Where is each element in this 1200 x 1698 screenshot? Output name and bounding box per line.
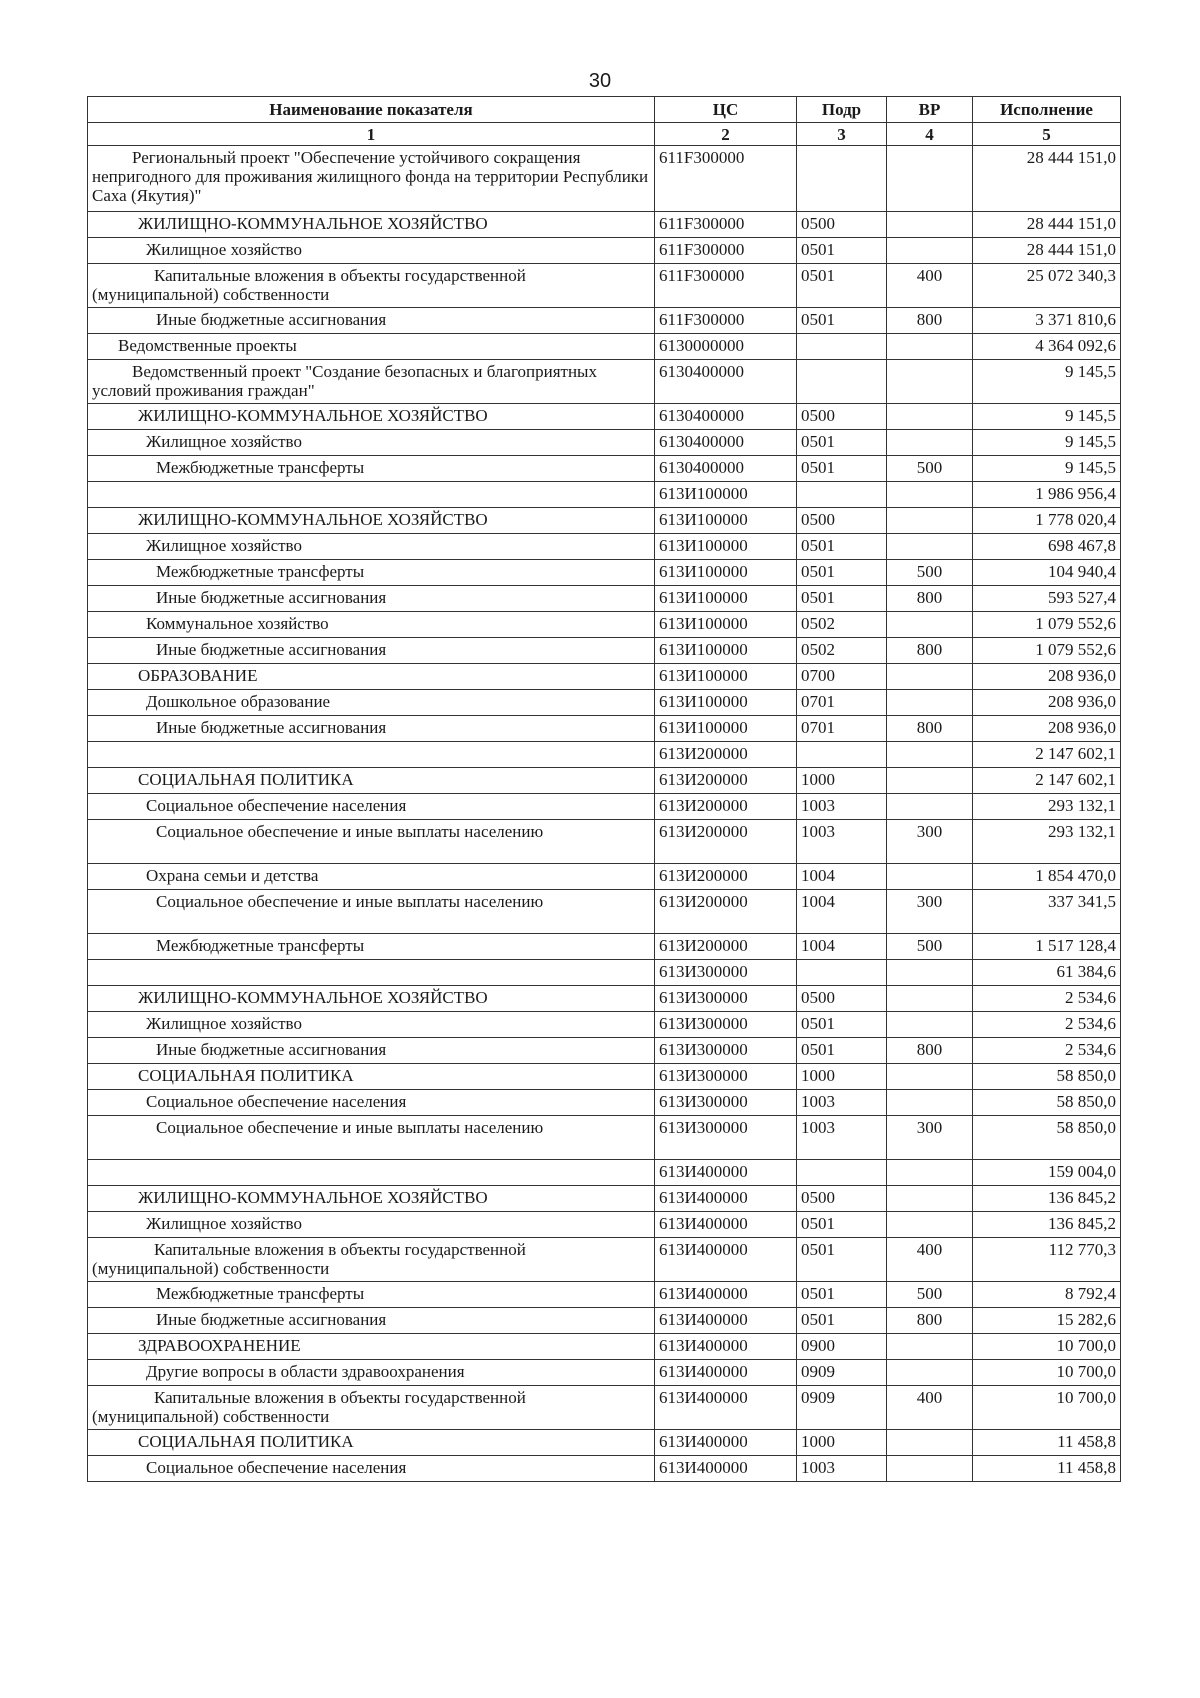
row-vr-cell bbox=[887, 430, 973, 456]
row-amount-cell: 1 854 470,0 bbox=[973, 864, 1121, 890]
row-name-cell bbox=[88, 482, 655, 508]
row-cs-cell: 613И100000 bbox=[655, 586, 797, 612]
row-vr-cell: 300 bbox=[887, 890, 973, 934]
row-name-cell: Другие вопросы в области здравоохранения bbox=[88, 1360, 655, 1386]
row-name-cell: Межбюджетные трансферты bbox=[88, 934, 655, 960]
row-podr-cell: 0500 bbox=[797, 404, 887, 430]
table-row bbox=[88, 638, 1121, 664]
row-podr-cell: 0501 bbox=[797, 586, 887, 612]
row-vr-cell bbox=[887, 690, 973, 716]
row-cs-cell: 613И200000 bbox=[655, 934, 797, 960]
row-cs-cell: 613И100000 bbox=[655, 612, 797, 638]
row-cs-cell: 613И300000 bbox=[655, 1090, 797, 1116]
row-podr-cell: 1004 bbox=[797, 864, 887, 890]
row-vr-cell bbox=[887, 768, 973, 794]
row-podr-cell: 0501 bbox=[797, 456, 887, 482]
col-number-1: 1 bbox=[88, 123, 655, 146]
row-amount-cell: 4 364 092,6 bbox=[973, 334, 1121, 360]
row-cs-cell: 613И100000 bbox=[655, 638, 797, 664]
row-podr-cell: 0500 bbox=[797, 986, 887, 1012]
row-amount-cell: 28 444 151,0 bbox=[973, 238, 1121, 264]
row-podr-cell: 0501 bbox=[797, 308, 887, 334]
row-cs-cell: 613И100000 bbox=[655, 716, 797, 742]
row-cs-cell: 611F300000 bbox=[655, 146, 797, 212]
row-podr-cell: 0909 bbox=[797, 1360, 887, 1386]
table-row bbox=[88, 716, 1121, 742]
table-row bbox=[88, 1456, 1121, 1482]
row-amount-cell: 293 132,1 bbox=[973, 820, 1121, 864]
row-podr-cell bbox=[797, 742, 887, 768]
row-cs-cell: 613И300000 bbox=[655, 1012, 797, 1038]
table-row bbox=[88, 560, 1121, 586]
header-cs: ЦС bbox=[655, 97, 797, 123]
table-row bbox=[88, 1160, 1121, 1186]
col-number-4: 4 bbox=[887, 123, 973, 146]
row-podr-cell: 0500 bbox=[797, 508, 887, 534]
row-name-cell: Иные бюджетные ассигнования bbox=[88, 1038, 655, 1064]
row-podr-cell: 1000 bbox=[797, 1430, 887, 1456]
table-body bbox=[88, 146, 1121, 1482]
row-name-cell: ОБРАЗОВАНИЕ bbox=[88, 664, 655, 690]
row-amount-cell: 112 770,3 bbox=[973, 1238, 1121, 1282]
row-cs-cell: 613И400000 bbox=[655, 1308, 797, 1334]
row-name-cell: ЗДРАВООХРАНЕНИЕ bbox=[88, 1334, 655, 1360]
row-vr-cell: 800 bbox=[887, 716, 973, 742]
row-podr-cell: 1000 bbox=[797, 1064, 887, 1090]
budget-execution-table bbox=[87, 96, 1121, 1482]
row-cs-cell: 613И400000 bbox=[655, 1186, 797, 1212]
row-podr-cell bbox=[797, 482, 887, 508]
row-amount-cell: 58 850,0 bbox=[973, 1090, 1121, 1116]
row-name-cell: ЖИЛИЩНО-КОММУНАЛЬНОЕ ХОЗЯЙСТВО bbox=[88, 1186, 655, 1212]
table-row bbox=[88, 264, 1121, 308]
row-name-cell: Жилищное хозяйство bbox=[88, 430, 655, 456]
row-cs-cell: 613И200000 bbox=[655, 742, 797, 768]
row-name-cell: ЖИЛИЩНО-КОММУНАЛЬНОЕ ХОЗЯЙСТВО bbox=[88, 212, 655, 238]
row-podr-cell: 0500 bbox=[797, 1186, 887, 1212]
row-name-cell: Межбюджетные трансферты bbox=[88, 560, 655, 586]
row-vr-cell bbox=[887, 534, 973, 560]
row-amount-cell: 61 384,6 bbox=[973, 960, 1121, 986]
row-amount-cell: 337 341,5 bbox=[973, 890, 1121, 934]
row-vr-cell: 800 bbox=[887, 1308, 973, 1334]
table-row bbox=[88, 1334, 1121, 1360]
row-cs-cell: 613И400000 bbox=[655, 1360, 797, 1386]
table-row bbox=[88, 1116, 1121, 1160]
row-amount-cell: 15 282,6 bbox=[973, 1308, 1121, 1334]
row-cs-cell: 613И400000 bbox=[655, 1238, 797, 1282]
row-cs-cell: 6130400000 bbox=[655, 404, 797, 430]
row-vr-cell: 400 bbox=[887, 1238, 973, 1282]
table-row bbox=[88, 1308, 1121, 1334]
row-podr-cell: 0909 bbox=[797, 1386, 887, 1430]
row-amount-cell: 8 792,4 bbox=[973, 1282, 1121, 1308]
table-row bbox=[88, 1186, 1121, 1212]
row-podr-cell: 1003 bbox=[797, 1116, 887, 1160]
row-amount-cell: 208 936,0 bbox=[973, 690, 1121, 716]
column-number-row bbox=[88, 123, 1121, 146]
table-row bbox=[88, 508, 1121, 534]
table-row bbox=[88, 456, 1121, 482]
row-cs-cell: 613И300000 bbox=[655, 986, 797, 1012]
row-amount-cell: 9 145,5 bbox=[973, 430, 1121, 456]
row-amount-cell: 104 940,4 bbox=[973, 560, 1121, 586]
row-vr-cell: 800 bbox=[887, 1038, 973, 1064]
row-podr-cell bbox=[797, 334, 887, 360]
row-vr-cell: 800 bbox=[887, 638, 973, 664]
row-name-cell: Иные бюджетные ассигнования bbox=[88, 1308, 655, 1334]
row-name-cell: Жилищное хозяйство bbox=[88, 1212, 655, 1238]
row-cs-cell: 613И100000 bbox=[655, 534, 797, 560]
table-row bbox=[88, 1360, 1121, 1386]
row-amount-cell: 2 534,6 bbox=[973, 986, 1121, 1012]
row-podr-cell: 0700 bbox=[797, 664, 887, 690]
row-amount-cell: 136 845,2 bbox=[973, 1212, 1121, 1238]
row-amount-cell: 136 845,2 bbox=[973, 1186, 1121, 1212]
row-amount-cell: 2 534,6 bbox=[973, 1038, 1121, 1064]
row-cs-cell: 613И200000 bbox=[655, 768, 797, 794]
table-row bbox=[88, 334, 1121, 360]
row-name-cell: Жилищное хозяйство bbox=[88, 534, 655, 560]
row-name-cell: Ведомственный проект "Создание безопасных и благоприятных условий проживания граждан" bbox=[88, 360, 655, 404]
row-amount-cell: 58 850,0 bbox=[973, 1064, 1121, 1090]
row-cs-cell: 613И200000 bbox=[655, 864, 797, 890]
row-vr-cell: 500 bbox=[887, 934, 973, 960]
header-podr: Подр bbox=[797, 97, 887, 123]
row-vr-cell bbox=[887, 1012, 973, 1038]
row-amount-cell: 1 986 956,4 bbox=[973, 482, 1121, 508]
row-cs-cell: 613И200000 bbox=[655, 820, 797, 864]
row-podr-cell: 0501 bbox=[797, 264, 887, 308]
table-header-row bbox=[88, 97, 1121, 123]
col-number-3: 3 bbox=[797, 123, 887, 146]
table-row bbox=[88, 1012, 1121, 1038]
row-podr-cell: 1000 bbox=[797, 768, 887, 794]
row-vr-cell bbox=[887, 238, 973, 264]
row-podr-cell: 0501 bbox=[797, 1038, 887, 1064]
row-podr-cell: 0501 bbox=[797, 1282, 887, 1308]
row-name-cell bbox=[88, 1160, 655, 1186]
row-cs-cell: 611F300000 bbox=[655, 308, 797, 334]
row-podr-cell bbox=[797, 360, 887, 404]
row-amount-cell: 10 700,0 bbox=[973, 1334, 1121, 1360]
row-podr-cell: 0501 bbox=[797, 238, 887, 264]
row-name-cell: Капитальные вложения в объекты государственной (муниципальной) собственности bbox=[88, 264, 655, 308]
row-podr-cell: 0501 bbox=[797, 1238, 887, 1282]
row-cs-cell: 613И100000 bbox=[655, 560, 797, 586]
row-name-cell: ЖИЛИЩНО-КОММУНАЛЬНОЕ ХОЗЯЙСТВО bbox=[88, 508, 655, 534]
row-podr-cell: 1003 bbox=[797, 820, 887, 864]
row-amount-cell: 593 527,4 bbox=[973, 586, 1121, 612]
row-vr-cell bbox=[887, 864, 973, 890]
row-cs-cell: 611F300000 bbox=[655, 238, 797, 264]
row-podr-cell bbox=[797, 1160, 887, 1186]
row-cs-cell: 613И400000 bbox=[655, 1334, 797, 1360]
row-podr-cell: 1004 bbox=[797, 890, 887, 934]
row-name-cell: Охрана семьи и детства bbox=[88, 864, 655, 890]
row-name-cell: Капитальные вложения в объекты государственной (муниципальной) собственности bbox=[88, 1386, 655, 1430]
row-podr-cell bbox=[797, 960, 887, 986]
row-amount-cell: 11 458,8 bbox=[973, 1456, 1121, 1482]
table-row bbox=[88, 742, 1121, 768]
table-row bbox=[88, 1038, 1121, 1064]
row-podr-cell: 1003 bbox=[797, 794, 887, 820]
row-podr-cell: 1003 bbox=[797, 1090, 887, 1116]
row-vr-cell: 800 bbox=[887, 308, 973, 334]
header-amount: Исполнение bbox=[973, 97, 1121, 123]
row-podr-cell: 0501 bbox=[797, 1308, 887, 1334]
row-amount-cell: 28 444 151,0 bbox=[973, 146, 1121, 212]
row-name-cell: Ведомственные проекты bbox=[88, 334, 655, 360]
row-name-cell: Социальное обеспечение и иные выплаты населению bbox=[88, 820, 655, 864]
row-name-cell: Социальное обеспечение населения bbox=[88, 1456, 655, 1482]
table-row bbox=[88, 768, 1121, 794]
row-vr-cell bbox=[887, 1360, 973, 1386]
row-vr-cell bbox=[887, 612, 973, 638]
row-vr-cell bbox=[887, 1064, 973, 1090]
header-vr: ВР bbox=[887, 97, 973, 123]
row-name-cell: Иные бюджетные ассигнования bbox=[88, 638, 655, 664]
row-cs-cell: 613И400000 bbox=[655, 1430, 797, 1456]
row-name-cell: СОЦИАЛЬНАЯ ПОЛИТИКА bbox=[88, 768, 655, 794]
row-name-cell: Социальное обеспечение и иные выплаты населению bbox=[88, 1116, 655, 1160]
table-row bbox=[88, 586, 1121, 612]
row-podr-cell: 0501 bbox=[797, 534, 887, 560]
row-name-cell: ЖИЛИЩНО-КОММУНАЛЬНОЕ ХОЗЯЙСТВО bbox=[88, 404, 655, 430]
row-amount-cell: 1 517 128,4 bbox=[973, 934, 1121, 960]
table-row bbox=[88, 1386, 1121, 1430]
row-amount-cell: 9 145,5 bbox=[973, 456, 1121, 482]
table-row bbox=[88, 360, 1121, 404]
row-vr-cell bbox=[887, 960, 973, 986]
row-vr-cell: 400 bbox=[887, 1386, 973, 1430]
row-amount-cell: 2 147 602,1 bbox=[973, 768, 1121, 794]
row-amount-cell: 3 371 810,6 bbox=[973, 308, 1121, 334]
table-row bbox=[88, 690, 1121, 716]
row-vr-cell: 300 bbox=[887, 820, 973, 864]
row-vr-cell bbox=[887, 1090, 973, 1116]
row-amount-cell: 9 145,5 bbox=[973, 360, 1121, 404]
row-name-cell: Иные бюджетные ассигнования bbox=[88, 716, 655, 742]
table-row bbox=[88, 1282, 1121, 1308]
row-cs-cell: 6130000000 bbox=[655, 334, 797, 360]
table-row bbox=[88, 820, 1121, 864]
table-row bbox=[88, 212, 1121, 238]
row-podr-cell: 0701 bbox=[797, 716, 887, 742]
row-name-cell: Дошкольное образование bbox=[88, 690, 655, 716]
row-cs-cell: 613И300000 bbox=[655, 1038, 797, 1064]
row-vr-cell bbox=[887, 508, 973, 534]
table-row bbox=[88, 864, 1121, 890]
row-name-cell: Социальное обеспечение и иные выплаты населению bbox=[88, 890, 655, 934]
row-podr-cell: 0900 bbox=[797, 1334, 887, 1360]
row-cs-cell: 6130400000 bbox=[655, 456, 797, 482]
header-name: Наименование показателя bbox=[88, 97, 655, 123]
row-name-cell bbox=[88, 742, 655, 768]
row-cs-cell: 613И300000 bbox=[655, 1116, 797, 1160]
row-vr-cell bbox=[887, 1186, 973, 1212]
row-podr-cell: 0501 bbox=[797, 1012, 887, 1038]
table-row bbox=[88, 1212, 1121, 1238]
row-cs-cell: 613И200000 bbox=[655, 794, 797, 820]
row-cs-cell: 613И200000 bbox=[655, 890, 797, 934]
row-name-cell: Региональный проект "Обеспечение устойчивого сокращения непригодного для проживания жилищного фонда на территории Республики Саха (Якутия)" bbox=[88, 146, 655, 212]
row-vr-cell: 400 bbox=[887, 264, 973, 308]
table-row bbox=[88, 1064, 1121, 1090]
row-vr-cell bbox=[887, 1334, 973, 1360]
row-vr-cell bbox=[887, 146, 973, 212]
table-row bbox=[88, 1430, 1121, 1456]
row-cs-cell: 613И100000 bbox=[655, 508, 797, 534]
row-cs-cell: 613И400000 bbox=[655, 1282, 797, 1308]
row-amount-cell: 293 132,1 bbox=[973, 794, 1121, 820]
row-cs-cell: 6130400000 bbox=[655, 430, 797, 456]
row-name-cell: Социальное обеспечение населения bbox=[88, 794, 655, 820]
row-name-cell: Коммунальное хозяйство bbox=[88, 612, 655, 638]
row-amount-cell: 2 534,6 bbox=[973, 1012, 1121, 1038]
row-podr-cell: 0500 bbox=[797, 212, 887, 238]
row-vr-cell: 500 bbox=[887, 456, 973, 482]
row-vr-cell bbox=[887, 334, 973, 360]
row-cs-cell: 613И100000 bbox=[655, 664, 797, 690]
row-cs-cell: 613И100000 bbox=[655, 690, 797, 716]
row-name-cell: Иные бюджетные ассигнования bbox=[88, 586, 655, 612]
row-podr-cell: 0501 bbox=[797, 1212, 887, 1238]
row-name-cell: Жилищное хозяйство bbox=[88, 238, 655, 264]
row-vr-cell bbox=[887, 404, 973, 430]
row-cs-cell: 611F300000 bbox=[655, 212, 797, 238]
table-row bbox=[88, 534, 1121, 560]
row-amount-cell: 11 458,8 bbox=[973, 1430, 1121, 1456]
table-row bbox=[88, 1238, 1121, 1282]
row-cs-cell: 613И400000 bbox=[655, 1212, 797, 1238]
row-amount-cell: 25 072 340,3 bbox=[973, 264, 1121, 308]
table-row bbox=[88, 960, 1121, 986]
table-row bbox=[88, 794, 1121, 820]
table-row bbox=[88, 308, 1121, 334]
table-row bbox=[88, 146, 1121, 212]
row-amount-cell: 2 147 602,1 bbox=[973, 742, 1121, 768]
table-row bbox=[88, 934, 1121, 960]
row-amount-cell: 1 079 552,6 bbox=[973, 638, 1121, 664]
col-number-5: 5 bbox=[973, 123, 1121, 146]
row-vr-cell bbox=[887, 1456, 973, 1482]
row-vr-cell: 800 bbox=[887, 586, 973, 612]
row-podr-cell: 0701 bbox=[797, 690, 887, 716]
row-cs-cell: 613И400000 bbox=[655, 1456, 797, 1482]
row-cs-cell: 611F300000 bbox=[655, 264, 797, 308]
table-row bbox=[88, 404, 1121, 430]
row-amount-cell: 698 467,8 bbox=[973, 534, 1121, 560]
row-amount-cell: 208 936,0 bbox=[973, 716, 1121, 742]
row-name-cell: СОЦИАЛЬНАЯ ПОЛИТИКА bbox=[88, 1430, 655, 1456]
row-cs-cell: 613И100000 bbox=[655, 482, 797, 508]
table-row bbox=[88, 890, 1121, 934]
row-vr-cell bbox=[887, 1212, 973, 1238]
row-cs-cell: 6130400000 bbox=[655, 360, 797, 404]
table-row bbox=[88, 430, 1121, 456]
page-number: 30 bbox=[588, 70, 612, 92]
row-podr-cell: 1003 bbox=[797, 1456, 887, 1482]
row-vr-cell: 500 bbox=[887, 1282, 973, 1308]
row-name-cell: Социальное обеспечение населения bbox=[88, 1090, 655, 1116]
row-name-cell bbox=[88, 960, 655, 986]
row-podr-cell bbox=[797, 146, 887, 212]
row-amount-cell: 208 936,0 bbox=[973, 664, 1121, 690]
row-vr-cell bbox=[887, 212, 973, 238]
row-vr-cell: 500 bbox=[887, 560, 973, 586]
row-name-cell: Межбюджетные трансферты bbox=[88, 1282, 655, 1308]
row-vr-cell bbox=[887, 1160, 973, 1186]
row-cs-cell: 613И400000 bbox=[655, 1160, 797, 1186]
row-name-cell: Иные бюджетные ассигнования bbox=[88, 308, 655, 334]
row-amount-cell: 10 700,0 bbox=[973, 1360, 1121, 1386]
row-podr-cell: 0501 bbox=[797, 560, 887, 586]
row-name-cell: Жилищное хозяйство bbox=[88, 1012, 655, 1038]
row-amount-cell: 1 778 020,4 bbox=[973, 508, 1121, 534]
row-podr-cell: 1004 bbox=[797, 934, 887, 960]
row-amount-cell: 28 444 151,0 bbox=[973, 212, 1121, 238]
row-vr-cell bbox=[887, 986, 973, 1012]
row-podr-cell: 0501 bbox=[797, 430, 887, 456]
row-amount-cell: 58 850,0 bbox=[973, 1116, 1121, 1160]
row-cs-cell: 613И300000 bbox=[655, 960, 797, 986]
col-number-2: 2 bbox=[655, 123, 797, 146]
row-amount-cell: 1 079 552,6 bbox=[973, 612, 1121, 638]
table-row bbox=[88, 238, 1121, 264]
table-row bbox=[88, 612, 1121, 638]
row-vr-cell: 300 bbox=[887, 1116, 973, 1160]
table-row bbox=[88, 986, 1121, 1012]
row-name-cell: Межбюджетные трансферты bbox=[88, 456, 655, 482]
row-amount-cell: 10 700,0 bbox=[973, 1386, 1121, 1430]
row-vr-cell bbox=[887, 794, 973, 820]
row-name-cell: ЖИЛИЩНО-КОММУНАЛЬНОЕ ХОЗЯЙСТВО bbox=[88, 986, 655, 1012]
row-vr-cell bbox=[887, 1430, 973, 1456]
row-vr-cell bbox=[887, 742, 973, 768]
row-name-cell: Капитальные вложения в объекты государственной (муниципальной) собственности bbox=[88, 1238, 655, 1282]
row-vr-cell bbox=[887, 482, 973, 508]
row-cs-cell: 613И400000 bbox=[655, 1386, 797, 1430]
row-amount-cell: 9 145,5 bbox=[973, 404, 1121, 430]
row-vr-cell bbox=[887, 664, 973, 690]
row-name-cell: СОЦИАЛЬНАЯ ПОЛИТИКА bbox=[88, 1064, 655, 1090]
table-row bbox=[88, 482, 1121, 508]
table-row bbox=[88, 664, 1121, 690]
row-cs-cell: 613И300000 bbox=[655, 1064, 797, 1090]
row-amount-cell: 159 004,0 bbox=[973, 1160, 1121, 1186]
row-podr-cell: 0502 bbox=[797, 612, 887, 638]
row-vr-cell bbox=[887, 360, 973, 404]
table-row bbox=[88, 1090, 1121, 1116]
row-podr-cell: 0502 bbox=[797, 638, 887, 664]
